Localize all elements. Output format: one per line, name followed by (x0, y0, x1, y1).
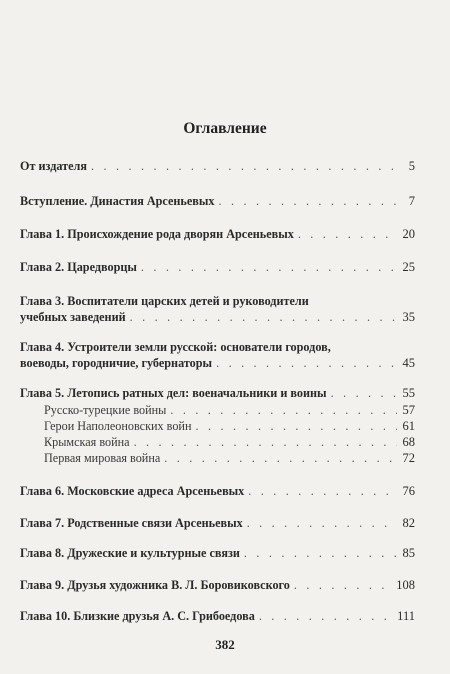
leader-dots (141, 259, 397, 275)
toc-subentry-page: 57 (402, 403, 415, 417)
leader-dots (248, 483, 396, 499)
toc-entry-chapter-3 (20, 293, 415, 325)
toc-entry-page: 55 (402, 386, 415, 400)
toc-entry-chapter-5 (20, 385, 415, 401)
leader-dots (91, 158, 403, 174)
toc-subentry-crimean (44, 434, 415, 450)
toc-entry-chapter-10 (20, 608, 415, 624)
toc-entry-chapter-4 (20, 339, 415, 371)
toc-entry-page: 7 (408, 194, 415, 208)
toc-entry-text: От издателя (20, 159, 87, 173)
toc-entry-chapter-6 (20, 483, 415, 499)
page-number: 382 (215, 637, 235, 652)
toc-entry-chapter-2 (20, 259, 415, 275)
toc-entry-text: Глава 8. Дружеские и культурные связи (20, 546, 240, 560)
toc-subentry-text: Герои Наполеоновских войн (44, 419, 192, 433)
toc-entry-chapter-8 (20, 545, 415, 561)
toc-entry-page: 111 (397, 609, 415, 623)
toc-subentry-napoleonic (44, 418, 415, 434)
toc-title: Оглавление (183, 120, 267, 137)
toc-entry-chapter-9 (20, 577, 415, 593)
toc-subentry-text: Крымская война (44, 435, 130, 449)
toc-entry-text: Глава 9. Друзья художника В. Л. Боровиковского (20, 578, 290, 592)
toc-entry-text: Вступление. Династия Арсеньевых (20, 194, 215, 208)
leader-dots (244, 545, 397, 561)
toc-entry-intro (20, 193, 415, 209)
toc-entry-page: 25 (402, 260, 415, 274)
toc-entry-page: 20 (402, 227, 415, 241)
toc-entry-page: 82 (402, 516, 415, 530)
toc-entry-publisher (20, 158, 415, 174)
toc-entry-text-line1: Глава 3. Воспитатели царских детей и руководители (20, 294, 309, 308)
leader-dots (247, 515, 397, 531)
leader-dots (216, 355, 396, 371)
toc-entry-page: 76 (402, 484, 415, 498)
toc-entry-text: Глава 6. Московские адреса Арсеньевых (20, 484, 245, 498)
toc-subentry-text: Первая мировая война (44, 451, 161, 465)
toc-entry-text: воеводы, городничие, губернаторы (20, 356, 213, 370)
toc-entry-page: 108 (396, 578, 415, 592)
leader-dots (164, 450, 396, 466)
toc-subentry-text: Русско-турецкие войны (44, 403, 167, 417)
toc-subentry-russo-turkish (44, 402, 415, 418)
toc-entry-text: Глава 2. Царедворцы (20, 260, 137, 274)
toc-entry-text: Глава 5. Летопись ратных дел: военачальники и воины (20, 386, 327, 400)
leader-dots (218, 193, 402, 209)
toc-entry-page: 35 (402, 310, 415, 324)
toc-entry-chapter-7 (20, 515, 415, 531)
toc-entry-text-line1: Глава 4. Устроители земли русской: основатели городов, (20, 340, 331, 354)
toc-entry-chapter-1 (20, 226, 415, 242)
leader-dots (130, 309, 397, 325)
leader-dots (259, 608, 391, 624)
toc-entry-text: Глава 7. Родственные связи Арсеньевых (20, 516, 243, 530)
toc-entry-page: 85 (402, 546, 415, 560)
leader-dots (134, 434, 397, 450)
leader-dots (170, 402, 396, 418)
leader-dots (294, 577, 390, 593)
toc-entry-text: Глава 1. Происхождение рода дворян Арсеньевых (20, 227, 294, 241)
toc-subentry-page: 68 (402, 435, 415, 449)
leader-dots (331, 385, 397, 401)
toc-subentry-page: 72 (402, 451, 415, 465)
leader-dots (298, 226, 397, 242)
leader-dots (195, 418, 396, 434)
toc-entry-page: 45 (402, 356, 415, 370)
toc-entry-text: учебных заведений (20, 310, 126, 324)
toc-subentry-ww1 (44, 450, 415, 466)
toc-entry-text: Глава 10. Близкие друзья А. С. Грибоедова (20, 609, 255, 623)
toc-subentry-page: 61 (402, 419, 415, 433)
toc-entry-page: 5 (408, 159, 415, 173)
